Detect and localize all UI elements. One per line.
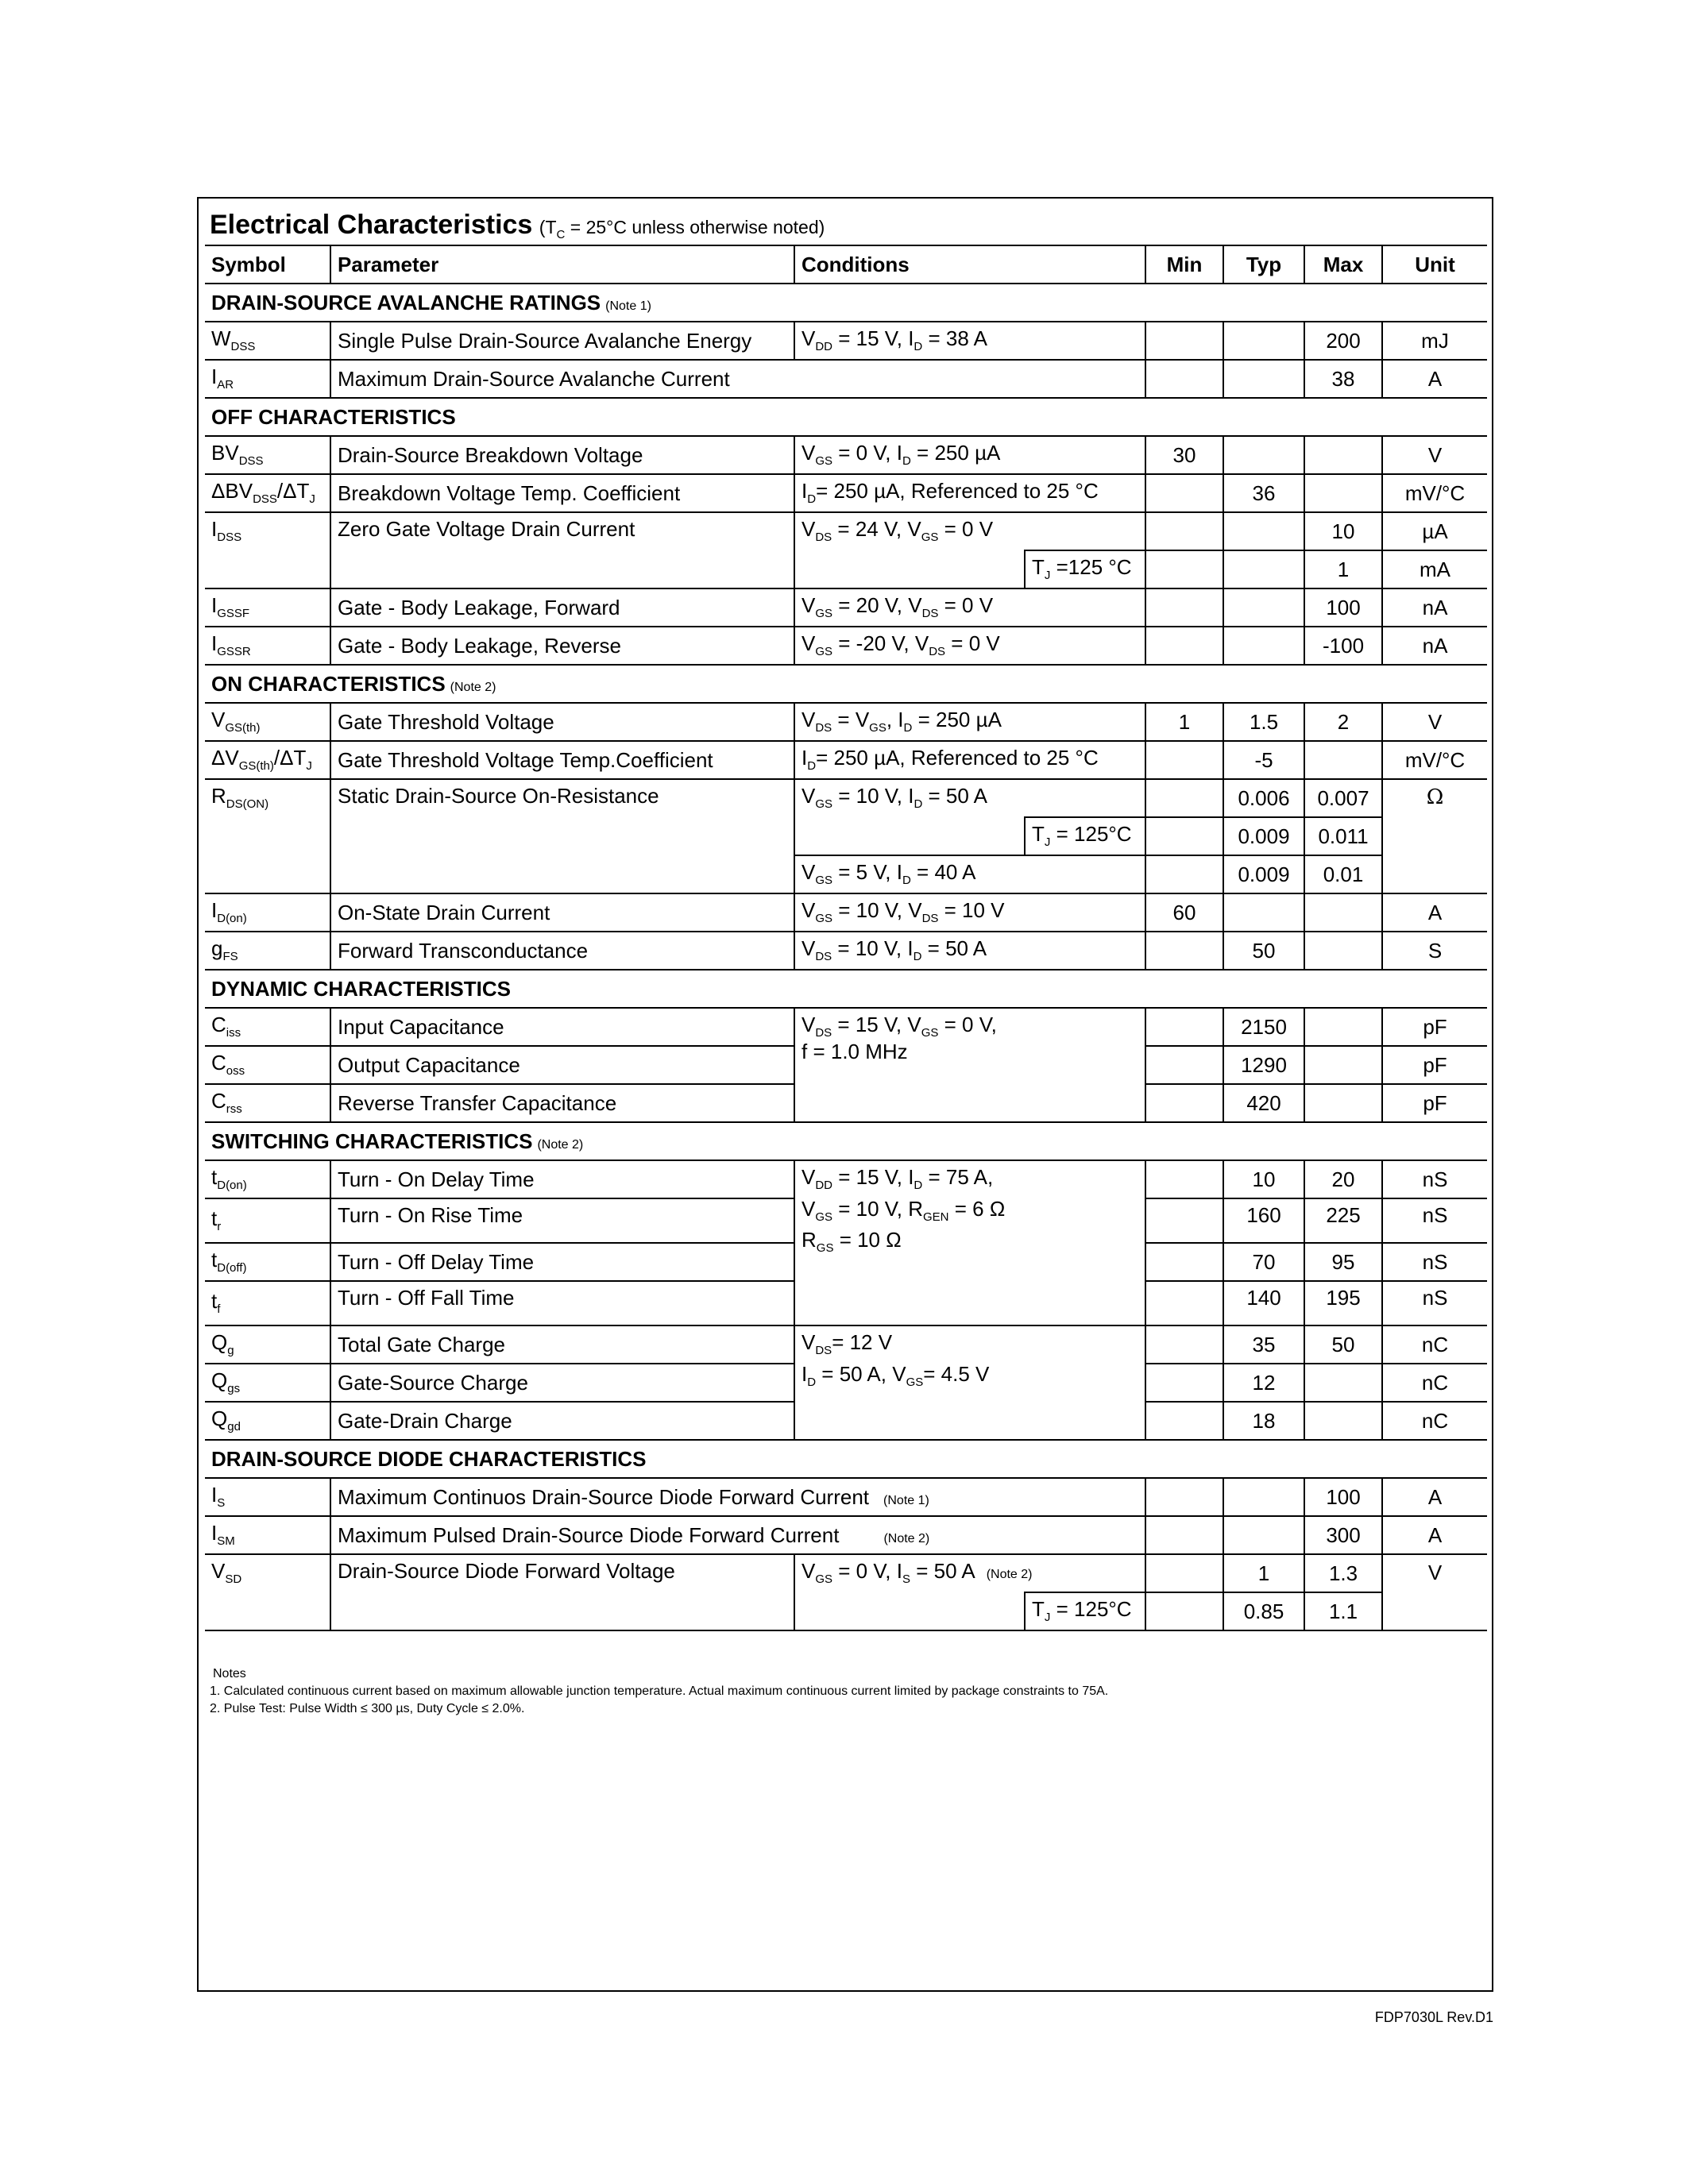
parameter-cell: Forward Transconductance [330, 932, 794, 970]
max-cell: 0.011 [1304, 817, 1382, 855]
conditions-spacer [794, 1592, 1025, 1630]
min-cell [1145, 1046, 1223, 1084]
max-cell [1304, 893, 1382, 932]
max-cell: 50 [1304, 1325, 1382, 1364]
conditions-cell: $V_{GS} = 10$ V, $I_D = 50$ A [794, 779, 1145, 817]
min-cell [1145, 1364, 1223, 1402]
conditions-cell: $I_D= 250$ µA, Referenced to 25 °C [794, 474, 1145, 512]
parameter-cell: Gate - Body Leakage, Forward [330, 588, 794, 627]
typ-cell [1223, 1478, 1304, 1516]
unit-cell: A [1382, 1516, 1487, 1554]
symbol-cell: $C_{oss}$ [205, 1046, 330, 1084]
max-cell: 1 [1304, 550, 1382, 588]
min-cell [1145, 932, 1223, 970]
min-cell [1145, 474, 1223, 512]
table-row [205, 322, 1487, 360]
conditions-cell: $V_{DD} = 15$ V, $I_D = 75$ A, $V_{GS} = 10$ V, $R_{GEN} = 6$ Ω $R_{GS} = 10$ Ω [794, 1160, 1145, 1325]
max-cell: 95 [1304, 1243, 1382, 1281]
table-title [210, 203, 825, 246]
table-row [205, 360, 1487, 398]
unit-cell: nA [1382, 588, 1487, 627]
unit-cell: mJ [1382, 322, 1487, 360]
symbol-cell: $Q_{gd}$ [205, 1402, 330, 1440]
header-conditions: Conditions [794, 245, 1145, 284]
section-switching: SWITCHING CHARACTERISTICS (Note 2) [205, 1122, 1487, 1160]
parameter-cell: Output Capacitance [330, 1046, 794, 1084]
max-cell [1304, 1364, 1382, 1402]
unit-cell: S [1382, 932, 1487, 970]
unit-cell: A [1382, 893, 1487, 932]
section-off: OFF CHARACTERISTICS [205, 398, 1487, 436]
min-cell: 30 [1145, 436, 1223, 474]
table-row [205, 779, 1487, 817]
unit-cell: nS [1382, 1281, 1487, 1325]
min-cell [1145, 322, 1223, 360]
max-cell [1304, 1046, 1382, 1084]
symbol-cell: $t_{D(on)}$ [205, 1160, 330, 1198]
conditions-cell: $V_{DS}= 12$ V $I_D = 50$ A, $V_{GS}= 4.5$ V [794, 1325, 1145, 1440]
max-cell: 100 [1304, 588, 1382, 627]
note-1: 1. Calculated continuous current based on maximum allowable junction temperature. Actual maximum continuous current limited by package constraints to 75A. [210, 1684, 1109, 1698]
tj-condition-cell: $T_J = 125^\circ C$ [1025, 817, 1145, 855]
parameter-cell: Gate - Body Leakage, Reverse [330, 627, 794, 665]
max-cell: 100 [1304, 1478, 1382, 1516]
typ-cell [1223, 360, 1304, 398]
parameter-cell: On-State Drain Current [330, 893, 794, 932]
unit-cell: V [1382, 436, 1487, 474]
unit-cell: nA [1382, 627, 1487, 665]
min-cell [1145, 1243, 1223, 1281]
parameter-cell: Maximum Continuos Drain-Source Diode Forward Current (Note 1) [330, 1478, 1145, 1516]
conditions-spacer [794, 817, 1025, 855]
typ-cell: 18 [1223, 1402, 1304, 1440]
table-row [205, 436, 1487, 474]
section-on: ON CHARACTERISTICS (Note 2) [205, 665, 1487, 703]
max-cell: 200 [1304, 322, 1382, 360]
conditions-cell: $V_{GS} = 5$ V, $I_D = 40$ A [794, 855, 1145, 893]
max-cell: 225 [1304, 1198, 1382, 1243]
conditions-cell: $V_{GS} = 0$ V, $I_S = 50$ A (Note 2) [794, 1554, 1145, 1592]
max-cell [1304, 436, 1382, 474]
min-cell [1145, 1402, 1223, 1440]
max-cell [1304, 474, 1382, 512]
symbol-cell: $t_{D(off)}$ [205, 1243, 330, 1281]
typ-cell: 2150 [1223, 1008, 1304, 1046]
max-cell: -100 [1304, 627, 1382, 665]
parameter-cell: Gate Threshold Voltage [330, 703, 794, 741]
symbol-cell: $\Delta BV_{DSS}/\Delta T_J$ [205, 474, 330, 512]
notes-heading: Notes [213, 1667, 246, 1680]
typ-cell: 0.009 [1223, 817, 1304, 855]
unit-cell: pF [1382, 1046, 1487, 1084]
typ-cell [1223, 588, 1304, 627]
symbol-cell: $V_{SD}$ [205, 1554, 330, 1630]
conditions-spacer [794, 550, 1025, 588]
conditions-cell: $V_{DS} = 10$ V, $I_D = 50$ A [794, 932, 1145, 970]
max-cell: 1.3 [1304, 1554, 1382, 1592]
unit-cell: nC [1382, 1325, 1487, 1364]
typ-cell: -5 [1223, 741, 1304, 779]
symbol-cell: $\Delta V_{GS(th)}/\Delta T_J$ [205, 741, 330, 779]
section-row [205, 1122, 1487, 1160]
section-row [205, 970, 1487, 1008]
table-row [205, 1554, 1487, 1592]
min-cell [1145, 512, 1223, 550]
section-dynamic: DYNAMIC CHARACTERISTICS [205, 970, 1487, 1008]
table-row [205, 1516, 1487, 1554]
symbol-cell: $I_{DSS}$ [205, 512, 330, 588]
unit-cell: A [1382, 1478, 1487, 1516]
typ-cell: 420 [1223, 1084, 1304, 1122]
max-cell [1304, 932, 1382, 970]
min-cell [1145, 1008, 1223, 1046]
min-cell [1145, 741, 1223, 779]
section-avalanche: DRAIN-SOURCE AVALANCHE RATINGS (Note 1) [205, 284, 1487, 322]
tj-condition-cell: $T_J = 125^\circ C$ [1025, 1592, 1145, 1630]
conditions-cell: $V_{GS} = 20$ V, $V_{DS} = 0$ V [794, 588, 1145, 627]
symbol-cell: $I_{AR}$ [205, 360, 330, 398]
symbol-cell: $t_r$ [205, 1198, 330, 1243]
symbol-cell: $t_f$ [205, 1281, 330, 1325]
typ-cell: 0.009 [1223, 855, 1304, 893]
parameter-cell: Input Capacitance [330, 1008, 794, 1046]
table-row [205, 588, 1487, 627]
unit-cell: V [1382, 703, 1487, 741]
table-row [205, 474, 1487, 512]
max-cell [1304, 1084, 1382, 1122]
typ-cell [1223, 322, 1304, 360]
symbol-cell: $C_{rss}$ [205, 1084, 330, 1122]
min-cell [1145, 1084, 1223, 1122]
min-cell [1145, 817, 1223, 855]
typ-cell: 12 [1223, 1364, 1304, 1402]
parameter-cell: Maximum Pulsed Drain-Source Diode Forward Current (Note 2) [330, 1516, 1145, 1554]
min-cell [1145, 1516, 1223, 1554]
typ-cell: 160 [1223, 1198, 1304, 1243]
electrical-characteristics-table [205, 245, 1487, 1631]
table-row [205, 1478, 1487, 1516]
header-typ: Typ [1223, 245, 1304, 284]
conditions-cell: $V_{GS} = 0$ V, $I_D = 250$ µA [794, 436, 1145, 474]
symbol-cell: $g_{FS}$ [205, 932, 330, 970]
parameter-cell: Reverse Transfer Capacitance [330, 1084, 794, 1122]
min-cell [1145, 1281, 1223, 1325]
header-row [205, 245, 1487, 284]
section-diode: DRAIN-SOURCE DIODE CHARACTERISTICS [205, 1440, 1487, 1478]
unit-cell: mV/°C [1382, 474, 1487, 512]
max-cell: 20 [1304, 1160, 1382, 1198]
parameter-cell: Turn - Off Fall Time [330, 1281, 794, 1325]
table-row [205, 932, 1487, 970]
unit-cell: Ω [1382, 779, 1487, 893]
conditions-cell: $V_{DS} = 15$ V, $V_{GS} = 0$ V, f = 1.0 MHz [794, 1008, 1145, 1122]
typ-cell [1223, 436, 1304, 474]
parameter-cell: Static Drain-Source On-Resistance [330, 779, 794, 893]
unit-cell: pF [1382, 1008, 1487, 1046]
header-unit: Unit [1382, 245, 1487, 284]
max-cell [1304, 1008, 1382, 1046]
typ-cell: 35 [1223, 1325, 1304, 1364]
parameter-cell: Turn - On Rise Time [330, 1198, 794, 1243]
min-cell [1145, 360, 1223, 398]
unit-cell: A [1382, 360, 1487, 398]
unit-cell: nC [1382, 1402, 1487, 1440]
min-cell [1145, 1592, 1223, 1630]
conditions-cell: $I_D= 250$ µA, Referenced to 25 °C [794, 741, 1145, 779]
title-main: Electrical Characteristics [210, 210, 533, 240]
unit-cell: mV/°C [1382, 741, 1487, 779]
header-min: Min [1145, 245, 1223, 284]
parameter-cell: Maximum Drain-Source Avalanche Current [330, 360, 1145, 398]
characteristics-frame [197, 197, 1493, 1992]
parameter-cell: Gate-Source Charge [330, 1364, 794, 1402]
parameter-cell: Breakdown Voltage Temp. Coefficient [330, 474, 794, 512]
conditions-cell: $V_{DS} = 24$ V, $V_{GS} = 0$ V [794, 512, 1145, 550]
title-condition: ($T_C = 25^\circ C$ unless otherwise noted) [539, 217, 825, 241]
max-cell [1304, 1402, 1382, 1440]
typ-cell [1223, 627, 1304, 665]
unit-cell: nC [1382, 1364, 1487, 1402]
min-cell [1145, 1160, 1223, 1198]
tj-condition-cell: $T_J =125$ °C [1025, 550, 1145, 588]
parameter-cell: Zero Gate Voltage Drain Current [330, 512, 794, 588]
unit-cell: µA [1382, 512, 1487, 550]
conditions-cell: $V_{DS} = V_{GS}$, $I_D = 250$ µA [794, 703, 1145, 741]
symbol-cell: $I_{SM}$ [205, 1516, 330, 1554]
max-cell: 0.01 [1304, 855, 1382, 893]
typ-cell: 36 [1223, 474, 1304, 512]
min-cell [1145, 779, 1223, 817]
notes-block [210, 1665, 1108, 1718]
table-row [205, 512, 1487, 550]
min-cell [1145, 627, 1223, 665]
symbol-cell: $Q_{gs}$ [205, 1364, 330, 1402]
symbol-cell: $R_{DS(ON)}$ [205, 779, 330, 893]
min-cell: 1 [1145, 703, 1223, 741]
max-cell: 0.007 [1304, 779, 1382, 817]
parameter-cell: Drain-Source Diode Forward Voltage [330, 1554, 794, 1630]
typ-cell: 140 [1223, 1281, 1304, 1325]
table-row [205, 893, 1487, 932]
typ-cell: 0.006 [1223, 779, 1304, 817]
typ-cell [1223, 550, 1304, 588]
section-row [205, 398, 1487, 436]
parameter-cell: Total Gate Charge [330, 1325, 794, 1364]
min-cell [1145, 855, 1223, 893]
typ-cell: 50 [1223, 932, 1304, 970]
section-row [205, 284, 1487, 322]
min-cell [1145, 588, 1223, 627]
symbol-cell: $W_{DSS}$ [205, 322, 330, 360]
min-cell [1145, 1325, 1223, 1364]
header-max: Max [1304, 245, 1382, 284]
unit-cell: mA [1382, 550, 1487, 588]
conditions-cell: $V_{GS} = -20$ V, $V_{DS} = 0$ V [794, 627, 1145, 665]
min-cell [1145, 550, 1223, 588]
table-row [205, 1325, 1487, 1364]
parameter-cell: Single Pulse Drain-Source Avalanche Energy [330, 322, 794, 360]
parameter-cell: Gate-Drain Charge [330, 1402, 794, 1440]
typ-cell: 1.5 [1223, 703, 1304, 741]
max-cell: 2 [1304, 703, 1382, 741]
section-row [205, 1440, 1487, 1478]
symbol-cell: $I_{GSSF}$ [205, 588, 330, 627]
parameter-cell: Turn - Off Delay Time [330, 1243, 794, 1281]
document-revision: FDP7030L Rev.D1 [1374, 2009, 1493, 2025]
unit-cell: nS [1382, 1198, 1487, 1243]
parameter-cell: Drain-Source Breakdown Voltage [330, 436, 794, 474]
max-cell: 300 [1304, 1516, 1382, 1554]
table-row [205, 627, 1487, 665]
symbol-cell: $I_{D(on)}$ [205, 893, 330, 932]
table-row [205, 703, 1487, 741]
table-row [205, 1160, 1487, 1198]
conditions-cell: $V_{DD} = 15$ V, $I_D = 38$ A [794, 322, 1145, 360]
max-cell: 10 [1304, 512, 1382, 550]
min-cell [1145, 1198, 1223, 1243]
symbol-cell: $BV_{DSS}$ [205, 436, 330, 474]
symbol-cell: $I_S$ [205, 1478, 330, 1516]
unit-cell: nS [1382, 1160, 1487, 1198]
symbol-cell: $V_{GS(th)}$ [205, 703, 330, 741]
max-cell: 195 [1304, 1281, 1382, 1325]
table-row [205, 1008, 1487, 1046]
parameter-cell: Gate Threshold Voltage Temp.Coefficient [330, 741, 794, 779]
typ-cell: 1290 [1223, 1046, 1304, 1084]
min-cell: 60 [1145, 893, 1223, 932]
unit-cell: V [1382, 1554, 1487, 1630]
symbol-cell: $I_{GSSR}$ [205, 627, 330, 665]
max-cell: 38 [1304, 360, 1382, 398]
header-symbol: Symbol [205, 245, 330, 284]
min-cell [1145, 1554, 1223, 1592]
typ-cell [1223, 893, 1304, 932]
parameter-cell: Turn - On Delay Time [330, 1160, 794, 1198]
unit-cell: pF [1382, 1084, 1487, 1122]
conditions-cell: $V_{GS} = 10$ V, $V_{DS} = 10$ V [794, 893, 1145, 932]
section-row [205, 665, 1487, 703]
typ-cell: 1 [1223, 1554, 1304, 1592]
table-row [205, 741, 1487, 779]
typ-cell [1223, 1516, 1304, 1554]
symbol-cell: $C_{iss}$ [205, 1008, 330, 1046]
min-cell [1145, 1478, 1223, 1516]
typ-cell [1223, 512, 1304, 550]
unit-cell: nS [1382, 1243, 1487, 1281]
max-cell: 1.1 [1304, 1592, 1382, 1630]
typ-cell: 10 [1223, 1160, 1304, 1198]
note-2: 2. Pulse Test: Pulse Width ≤ 300 µs, Duty Cycle ≤ 2.0%. [210, 1702, 525, 1715]
typ-cell: 0.85 [1223, 1592, 1304, 1630]
header-parameter: Parameter [330, 245, 794, 284]
max-cell [1304, 741, 1382, 779]
typ-cell: 70 [1223, 1243, 1304, 1281]
symbol-cell: $Q_g$ [205, 1325, 330, 1364]
